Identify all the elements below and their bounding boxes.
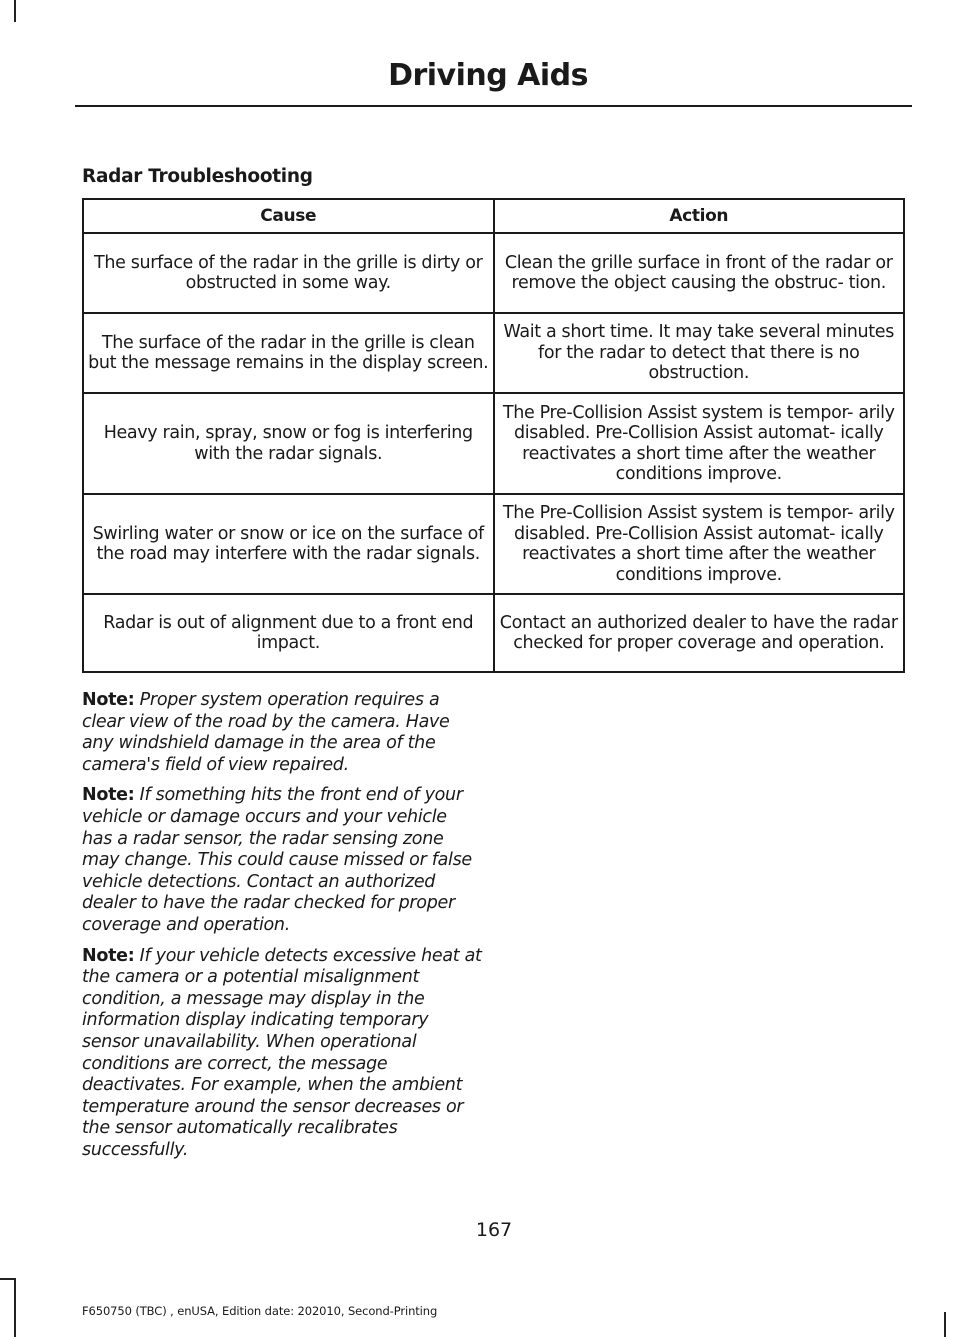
action-cell: Wait a short time. It may take several minutes for the radar to detect that there is no obstruction.: [494, 313, 905, 393]
action-cell: The Pre-Collision Assist system is tempor- arily disabled. Pre-Collision Assist automat- ically reactivates a short time after the weather conditions improve.: [494, 393, 905, 494]
page-header-title: Driving Aids: [388, 58, 588, 93]
table-row: [83, 233, 904, 313]
cause-cell: Swirling water or snow or ice on the surface of the road may interfere with the radar signals.: [83, 494, 494, 594]
note-paragraph: [82, 690, 482, 776]
note-label: Note:: [82, 690, 135, 710]
notes-section: [82, 690, 482, 1170]
section-title: Radar Troubleshooting: [82, 166, 313, 187]
action-cell: Clean the grille surface in front of the radar or remove the object causing the obstruc- tion.: [494, 233, 905, 313]
note-text: If something hits the front end of your vehicle or damage occurs and your vehicle has a radar sensor, the radar sensing zone may change. This could cause missed or false vehicle detections. Contact an authorized dealer to have the radar checked for proper coverage and operation.: [82, 785, 472, 935]
table-row: [83, 594, 904, 672]
cause-cell: Heavy rain, spray, snow or fog is interfering with the radar signals.: [83, 393, 494, 494]
crop-mark-top-left: [14, 0, 16, 22]
table-row: [83, 494, 904, 594]
action-cell: Contact an authorized dealer to have the radar checked for proper coverage and operation.: [494, 594, 905, 672]
column-header-cause: Cause: [83, 199, 494, 233]
note-text: If your vehicle detects excessive heat at the camera or a potential misalignment condition, a message may display in the information display indicating temporary sensor unavailability. When operational conditions are correct, the message deactivates. For example, when the ambient temperature around the sensor decreases or the sensor automatically recalibrates successfully.: [82, 945, 482, 1160]
column-header-action: Action: [494, 199, 905, 233]
crop-mark-bottom-left-h: [0, 1278, 14, 1280]
crop-mark-bottom-right: [944, 1312, 946, 1337]
cause-cell: Radar is out of alignment due to a front end impact.: [83, 594, 494, 672]
table-row: [83, 393, 904, 494]
cause-cell: The surface of the radar in the grille is dirty or obstructed in some way.: [83, 233, 494, 313]
note-label: Note:: [82, 945, 135, 966]
table-row: [83, 313, 904, 393]
header-divider: [75, 105, 912, 107]
note-text: Proper system operation requires a clear view of the road by the camera. Have any windshield damage in the area of the camera's field of view repaired.: [82, 690, 450, 775]
note-paragraph: [82, 785, 482, 936]
troubleshooting-table: [82, 198, 905, 673]
crop-mark-bottom-left: [14, 1278, 16, 1337]
page-number: 167: [475, 1219, 513, 1241]
footer-edition-info: F650750 (TBC) , enUSA, Edition date: 202010, Second-Printing: [82, 1304, 438, 1318]
note-paragraph: [82, 946, 482, 1162]
note-label: Note:: [82, 785, 135, 806]
table-header-row: [83, 199, 904, 233]
action-cell: The Pre-Collision Assist system is tempor- arily disabled. Pre-Collision Assist automat- ically reactivates a short time after the weather conditions improve.: [494, 494, 905, 594]
cause-cell: The surface of the radar in the grille is clean but the message remains in the display screen.: [83, 313, 494, 393]
